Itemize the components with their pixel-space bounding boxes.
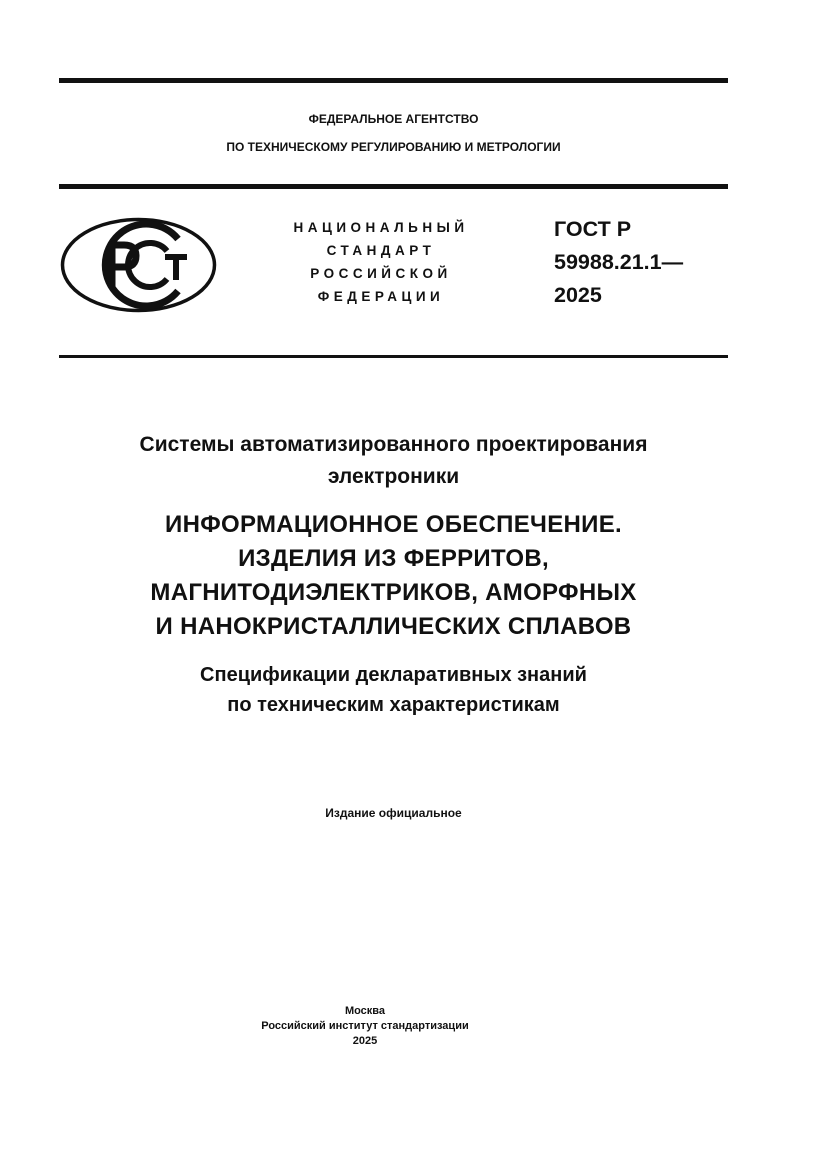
edition-note: Издание официальное	[325, 806, 462, 820]
imprint	[0, 1004, 730, 1049]
gost-r-emblem-icon	[60, 217, 217, 313]
main-title-line: ИЗДЕЛИЯ ИЗ ФЕРРИТОВ,	[238, 545, 549, 572]
main-title-line: И НАНОКРИСТАЛЛИЧЕСКИХ СПЛАВОВ	[155, 613, 632, 640]
standard-type-line: ФЕДЕРАЦИИ	[317, 289, 445, 304]
subtitle-line: Спецификации декларативных знаний	[200, 664, 587, 686]
designation-rule	[59, 355, 728, 358]
main-title	[0, 508, 787, 644]
main-title-line: МАГНИТОДИЭЛЕКТРИКОВ, АМОРФНЫХ	[150, 579, 637, 606]
agency-line-1: ФЕДЕРАЛЬНОЕ АГЕНТСТВО	[308, 112, 479, 126]
imprint-city: Москва	[344, 1005, 386, 1017]
imprint-year: 2025	[352, 1035, 378, 1047]
series-title-line: электроники	[327, 465, 460, 488]
designation-line: ГОСТ Р	[554, 217, 632, 241]
designation-line: 2025	[554, 283, 602, 307]
subtitle	[0, 660, 787, 720]
subtitle-line: по техническим характеристикам	[227, 694, 560, 716]
main-title-line: ИНФОРМАЦИОННОЕ ОБЕСПЕЧЕНИЕ.	[165, 511, 622, 538]
designation-line: 59988.21.1—	[554, 250, 684, 274]
standard-type-line: СТАНДАРТ	[326, 243, 436, 258]
standard-type	[262, 216, 500, 308]
top-rule	[59, 78, 728, 83]
standard-type-line: РОССИЙСКОЙ	[310, 266, 452, 281]
series-title	[0, 429, 787, 493]
imprint-publisher: Российский институт стандартизации	[261, 1020, 469, 1032]
header-rule	[59, 184, 728, 189]
series-title-line: Системы автоматизированного проектирования	[139, 433, 648, 456]
standard-designation	[554, 213, 683, 312]
agency-line-2: ПО ТЕХНИЧЕСКОМУ РЕГУЛИРОВАНИЮ И МЕТРОЛОГИИ	[226, 140, 561, 154]
standard-type-line: НАЦИОНАЛЬНЫЙ	[293, 220, 469, 235]
